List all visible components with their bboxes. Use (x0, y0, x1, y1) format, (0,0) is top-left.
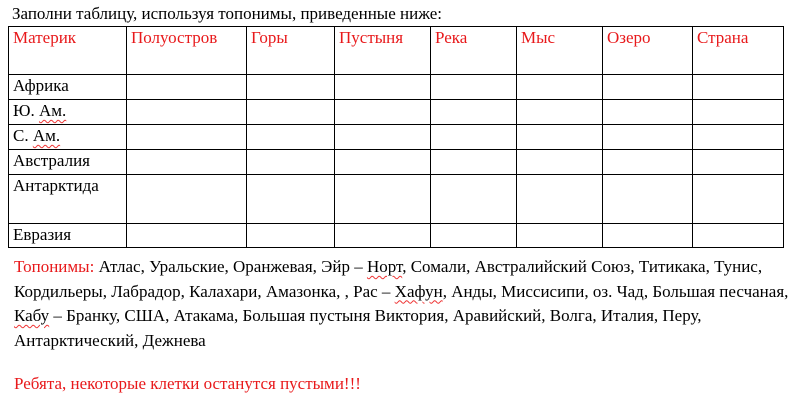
empty-cell (127, 75, 247, 100)
empty-cell (247, 125, 335, 150)
empty-cell (693, 175, 784, 224)
empty-cell (247, 75, 335, 100)
empty-cell (127, 100, 247, 125)
toponym-hafun: Хафун (394, 281, 443, 301)
empty-cell (335, 75, 431, 100)
empty-cell (431, 150, 517, 175)
empty-cell (335, 175, 431, 224)
empty-cell (693, 100, 784, 125)
row-label: Австралия (9, 150, 127, 175)
table-row (9, 100, 784, 125)
empty-cell (693, 75, 784, 100)
header-lake: Озеро (603, 27, 693, 75)
empty-cell (603, 224, 693, 248)
empty-cell (335, 150, 431, 175)
empty-cell (431, 100, 517, 125)
empty-cell (127, 175, 247, 224)
empty-cell (603, 175, 693, 224)
header-desert: Пустыня (335, 27, 431, 75)
empty-cell (517, 224, 603, 248)
empty-cell (127, 150, 247, 175)
empty-cell (603, 150, 693, 175)
empty-cell (335, 224, 431, 248)
empty-cell (603, 125, 693, 150)
empty-cell (127, 224, 247, 248)
table-row (9, 224, 784, 248)
table-row (9, 175, 784, 224)
empty-cell (517, 125, 603, 150)
empty-cell (247, 175, 335, 224)
header-country: Страна (693, 27, 784, 75)
toponyms-label: Топонимы: (14, 257, 95, 276)
toponym-table (8, 26, 784, 248)
toponyms-text-4: – Бранку, США, Атакама, Большая пустыня Виктория, Аравийский, Волга, Италия, Перу, Антарктический, Дежнева (14, 306, 702, 350)
empty-cells-note: Ребята, некоторые клетки останутся пустыми!!! (14, 374, 361, 393)
row-label: Евразия (9, 224, 127, 248)
empty-cell (603, 75, 693, 100)
empty-cell (517, 75, 603, 100)
empty-cell (431, 125, 517, 150)
empty-cell (431, 224, 517, 248)
row-label: Антарктида (9, 175, 127, 224)
table-row (9, 150, 784, 175)
toponyms-paragraph (14, 255, 794, 353)
instruction-text: Заполни таблицу, используя топонимы, приведенные ниже: (12, 4, 442, 23)
empty-cell (247, 100, 335, 125)
header-continent: Материк (9, 27, 127, 75)
header-mountains: Горы (247, 27, 335, 75)
row-label: Африка (9, 75, 127, 100)
header-cape: Мыс (517, 27, 603, 75)
empty-cell (335, 100, 431, 125)
empty-cell (127, 125, 247, 150)
row-label: С. Ам. (9, 125, 127, 150)
empty-cell (247, 150, 335, 175)
header-peninsula: Полуостров (127, 27, 247, 75)
empty-cell (517, 100, 603, 125)
table-row (9, 75, 784, 100)
empty-cell (431, 75, 517, 100)
toponyms-text-1: Атлас, Уральские, Оранжевая, Эйр – (94, 257, 367, 276)
empty-cell (603, 100, 693, 125)
row-label: Ю. Ам. (9, 100, 127, 125)
toponyms-text-3: , Анды, Миссисипи, оз. Чад, Большая песчаная, (442, 281, 789, 301)
toponym-kabu: Кабу (14, 306, 50, 325)
toponym-nort: Норт (366, 257, 403, 276)
toponyms-text-2: , Сомали, Австралийский Союз, Титикака, Тунис, Кордильеры, Лабрадор, Калахари, Амазонка, , Рас – (14, 257, 763, 301)
table-row (9, 125, 784, 150)
empty-cell (335, 125, 431, 150)
empty-cell (247, 224, 335, 248)
empty-cell (693, 150, 784, 175)
header-river: Река (431, 27, 517, 75)
empty-cell (431, 175, 517, 224)
empty-cell (693, 125, 784, 150)
empty-cell (517, 175, 603, 224)
empty-cell (517, 150, 603, 175)
empty-cell (693, 224, 784, 248)
header-row (9, 27, 784, 75)
